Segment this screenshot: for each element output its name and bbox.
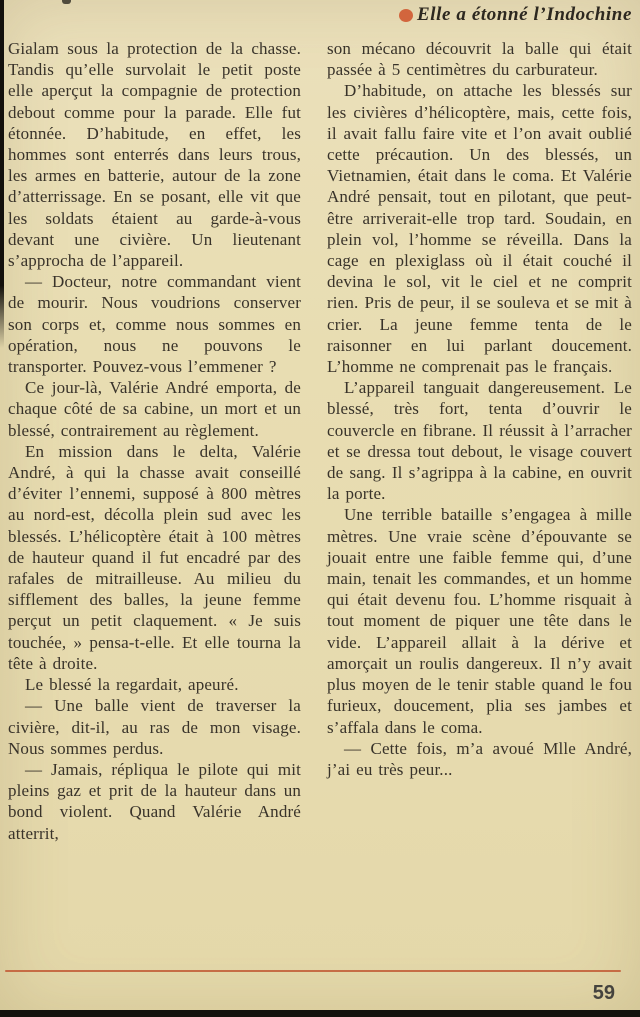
paragraph: En mission dans le delta, Valérie André, à qui la chasse avait conseillé d’éviter l’ennemi, supposé à 800 mètres au nord-est, décolla plein sud avec les blessés. L’hélicoptère était à 100 mètres de hauteur quand il fut encadré par des rafales de mitrailleuse. Au milieu du sifflement des balles, la jeune femme perçut un petit claquement. « Je suis touchée, » pensa-t-elle. Et elle tourna la tête à droite. bbox=[8, 441, 301, 673]
paragraph: D’habitude, on attache les blessés sur les civières d’hélicoptère, mais, cette fois, il avait fallu faire vite et l’on avait oublié cette précaution. Un des blessés, un Vietnamien, était dans le coma. Et Valérie André pensait, tout en pilotant, que peut-être arriverait-elle trop tard. Soudain, en plein vol, l’homme se réveilla. Dans la cage en plexiglass où il était couché il devina le sol, vit le ciel et ne comprit rien. Pris de peur, il se souleva et se mit à crier. La jeune femme tenta de le raisonner en lui parlant doucement. L’homme ne comprenait pas le français. bbox=[327, 81, 632, 377]
text-columns bbox=[8, 38, 632, 966]
page-number: 59 bbox=[592, 982, 615, 1004]
orange-bullet-icon bbox=[399, 9, 413, 22]
paragraph: L’appareil tanguait dangereusement. Le blessé, très fort, tenta d’ouvrir le couvercle en fibrane. Il réussit à l’arracher et se dressa tout debout, le visage couvert de sang. Il s’agrippa à la cabine, en ouvrit la porte. bbox=[327, 378, 632, 504]
right-column bbox=[327, 38, 632, 966]
paragraph-dialogue: — Jamais, répliqua le pilote qui mit pleins gaz et prit de la hauteur dans un bond violent. Quand Valérie André atterrit, bbox=[8, 759, 301, 843]
scan-tick-artifact bbox=[62, 0, 71, 4]
paragraph-dialogue: — Cette fois, m’a avoué Mlle André, j’ai eu très peur... bbox=[327, 738, 632, 779]
scan-edge-left-artifact bbox=[0, 0, 4, 348]
paragraph: Le blessé la regardait, apeuré. bbox=[25, 675, 239, 695]
footer-rule bbox=[5, 970, 621, 972]
scan-edge-bottom-artifact bbox=[0, 1010, 640, 1017]
left-column bbox=[8, 38, 301, 966]
paragraph: Ce jour-là, Valérie André emporta, de chaque côté de sa cabine, un mort et un blessé, contrairement au règlement. bbox=[8, 378, 301, 440]
paragraph: Gialam sous la protection de la chasse. Tandis qu’elle survolait le petit poste elle aperçut la compagnie de protection debout comme pour la parade. Elle fut étonnée. D’habitude, en effet, les hommes sont enterrés dans leurs trous, les armes en batterie, autour de la zone d’atterrissage. En se posant, elle vit que les soldats étaient au garde-à-vous devant une civière. Un lieutenant s’approcha de l’appareil. bbox=[8, 39, 301, 271]
paragraph-dialogue: — Docteur, notre commandant vient de mourir. Nous voudrions conserver son corps et, comme nous sommes en opération, nous ne pouvons le transporter. Pouvez-vous l’emmener ? bbox=[8, 272, 301, 377]
page-header bbox=[0, 0, 640, 34]
paragraph-dialogue: — Une balle vient de traverser la civière, dit-il, au ras de mon visage. Nous sommes perdus. bbox=[8, 696, 301, 758]
running-head-title: Elle a étonné l’Indochine bbox=[416, 4, 632, 25]
paragraph: son mécano découvrit la balle qui était passée à 5 centimètres du carburateur. bbox=[327, 39, 632, 80]
paragraph: Une terrible bataille s’engagea à mille mètres. Une vraie scène d’épouvante se jouait entre une faible femme qui, d’une main, tenait les commandes, et un homme qui était devenu fou. L’homme risquait à tout moment de piquer une tête dans le vide. L’appareil allait à la dérive et amorçait un roulis dangereux. Il n’y avait plus moyen de le tenir stable quand le fou furieux, doucement, plia ses jambes et s’affala dans le coma. bbox=[327, 505, 632, 737]
